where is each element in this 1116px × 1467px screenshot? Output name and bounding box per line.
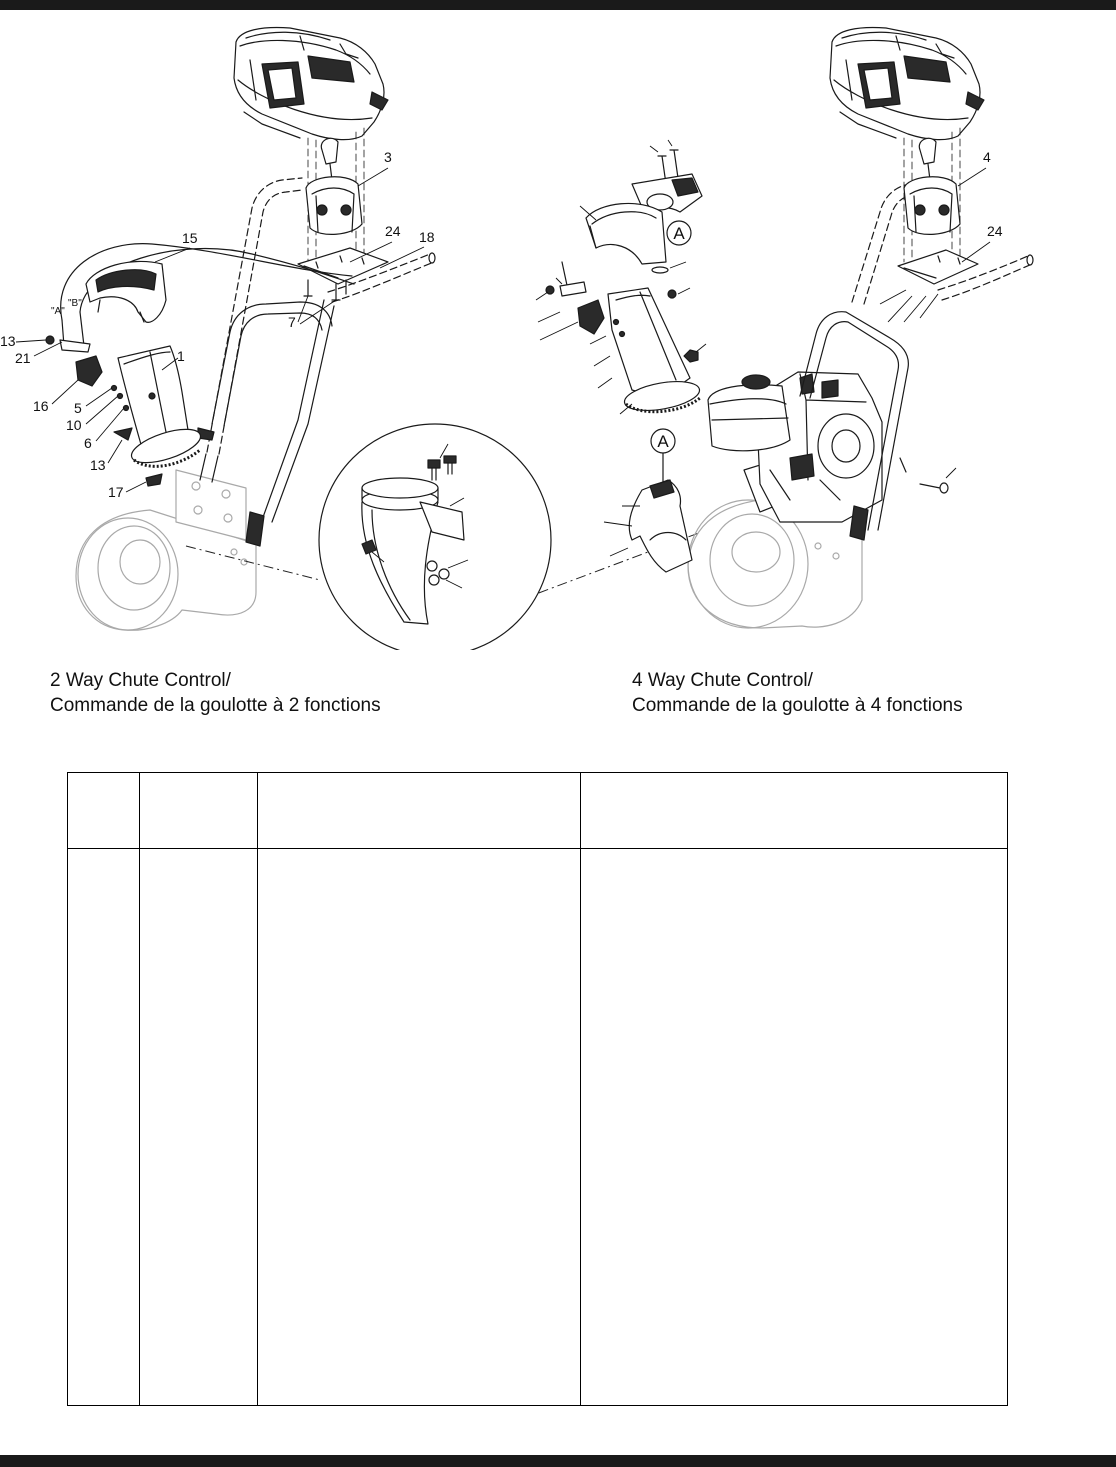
- right-lower-chute-part: [604, 453, 692, 572]
- callout-b-rod: "B": [68, 298, 82, 309]
- callout-13-lever: 13: [90, 457, 106, 473]
- right-control-panel: [830, 28, 984, 322]
- left-chute-control-bracket: [306, 138, 362, 234]
- callout-16: 16: [33, 398, 49, 414]
- table-cell: [258, 849, 581, 1406]
- callout-a-rod: "A": [51, 306, 65, 317]
- left-small-parts: [46, 336, 102, 386]
- callout-13-nut: 13: [0, 333, 16, 349]
- caption-french: Commande de la goulotte à 2 fonctions: [50, 695, 381, 716]
- callout-24-right: 24: [987, 223, 1003, 239]
- right-exploded-chute: [536, 140, 706, 415]
- callout-17: 17: [108, 484, 124, 500]
- left-chute-deflector: [86, 261, 166, 322]
- callout-3: 3: [384, 149, 392, 165]
- callout-10: 10: [66, 417, 82, 433]
- left-diagram-caption: [50, 668, 381, 718]
- callout-5: 5: [74, 400, 82, 416]
- parts-list-table: [67, 772, 1008, 1406]
- detail-marker-a-top: [667, 221, 691, 245]
- callout-15: 15: [182, 230, 198, 246]
- table-cell: [581, 849, 1008, 1406]
- left-console: [234, 28, 388, 140]
- callout-24: 24: [385, 223, 401, 239]
- caption-french: Commande de la goulotte à 4 fonctions: [632, 695, 963, 716]
- table-cell: [140, 849, 258, 1406]
- left-callout-leaders: [16, 168, 424, 492]
- table-cell: [68, 849, 140, 1406]
- detail-marker-a-bottom: [651, 429, 675, 453]
- marker-a-label: A: [673, 224, 685, 243]
- callout-7: 7: [288, 314, 296, 330]
- parts-exploded-diagram: [0, 0, 1116, 650]
- header-cell: [258, 773, 581, 849]
- header-cell: [140, 773, 258, 849]
- callout-6: 6: [84, 435, 92, 451]
- header-cell: [68, 773, 140, 849]
- chute-base-detail: [319, 424, 551, 650]
- caption-english: 2 Way Chute Control/: [50, 670, 231, 691]
- table-header-row: [68, 773, 1008, 849]
- callout-18: 18: [419, 229, 435, 245]
- callout-21: 21: [15, 350, 31, 366]
- callout-1: 1: [177, 348, 185, 364]
- header-cell: [581, 773, 1008, 849]
- callout-4: 4: [983, 149, 991, 165]
- right-diagram-caption: [632, 668, 963, 718]
- left-chute: [112, 346, 205, 486]
- right-callouts: [958, 149, 1003, 262]
- caption-english: 4 Way Chute Control/: [632, 670, 813, 691]
- left-control-panel: [234, 28, 388, 300]
- bottom-rule: [0, 1455, 1116, 1467]
- right-small-pins: [900, 458, 956, 493]
- right-console: [830, 28, 984, 140]
- engine: [708, 372, 882, 522]
- left-auger-housing: [76, 470, 256, 630]
- marker-a-label: A: [657, 432, 669, 451]
- table-row: [68, 849, 1008, 1406]
